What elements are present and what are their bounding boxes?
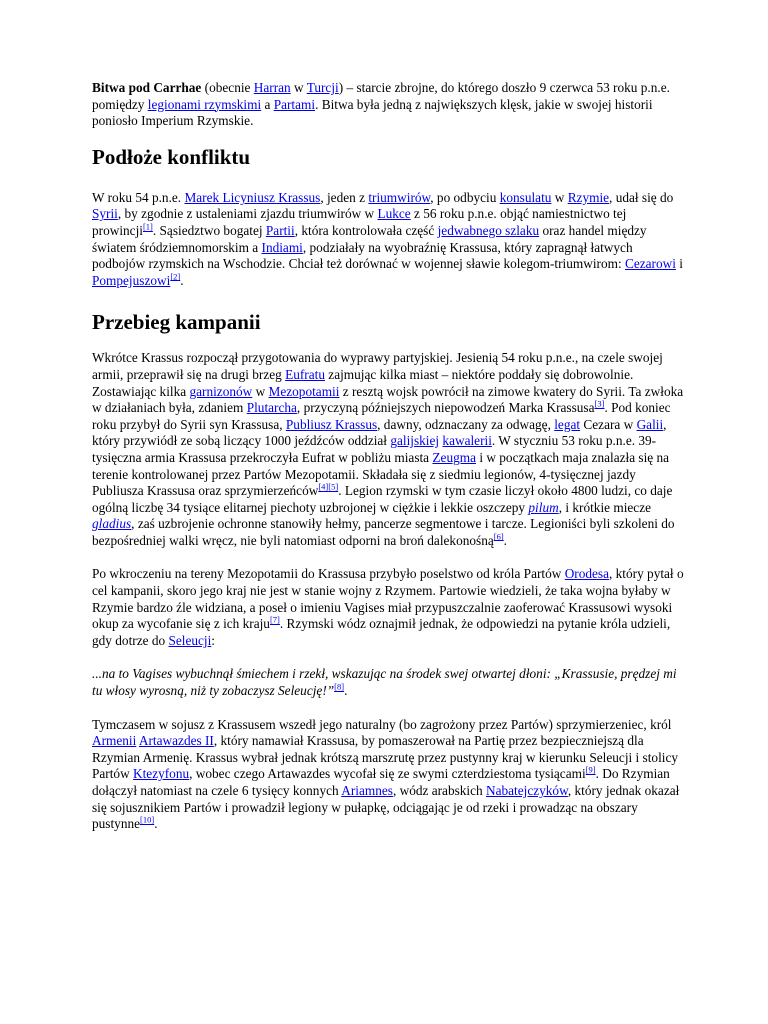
wiki-link[interactable]: kawalerii [442,433,492,449]
text-run: . [154,816,158,832]
footnote-ref [143,222,153,232]
text-run: . [503,532,507,548]
footnote-link[interactable]: [2] [170,271,181,282]
wiki-link[interactable]: Turcji [306,80,339,95]
footnote-link[interactable]: [7] [269,614,280,625]
intro-paragraph [92,80,688,130]
footnote-ref [586,765,596,775]
wiki-link[interactable]: Syrii [92,206,118,222]
text-run: . Bitwa była jedną z największych klęsk, jakie w swojej historii poniosło Imperium Rzymskie. [92,96,653,129]
text-run: , i krótkie miecze [558,499,652,515]
wiki-link[interactable]: Zeugma [432,449,476,465]
text-run: . Do Rzymian dołączył natomiast na czele 6 tysięcy konnych [92,766,670,798]
footnote-link[interactable]: [6] [493,531,504,542]
text-run: Wkrótce Krassus rozpoczął przygotowania do wyprawy partyjskiej. Jesienią 54 roku p.n.e., na czele swojej armii, przeprawił się na drugi brzeg [92,350,663,382]
wiki-link[interactable]: Harran [253,80,291,95]
footnote-link[interactable]: [8] [334,681,345,692]
text-run: W roku 54 p.n.e. [92,189,185,205]
wiki-link[interactable]: Publiusz Krassus [285,416,378,432]
wiki-link[interactable]: konsulatu [499,189,552,205]
text-run: , wobec czego Artawazdes wycofał się ze swymi czterdziestoma tysiącami [189,766,586,782]
wiki-link[interactable]: Partii [265,222,295,238]
footnote-ref [328,482,338,492]
wiki-link[interactable]: Pompejuszowi [92,272,171,288]
text-run: ) – starcie zbrojne, do którego doszło 9 czerwca 53 roku p.n.e. pomiędzy [92,80,670,112]
article-body [92,80,688,850]
wiki-link[interactable]: Ktezyfonu [133,766,190,782]
wiki-link[interactable]: Galii [636,416,664,432]
background-paragraph [92,190,688,290]
text-run: . [344,683,348,699]
wiki-link[interactable]: Cezarowi [624,256,676,272]
quote-text: ...na to Vagises wybuchnął śmiechem i rzekł, wskazując na środek swej otwartej dłoni: „Krassusie, prędzej mi tu włosy wyrosną, niż ty zobaczysz Seleucję!” [92,666,677,699]
alliance-paragraph [92,717,688,833]
wiki-link[interactable]: Nabatejczyków [485,783,568,798]
section-heading-przebieg: Przebieg kampanii [92,310,261,335]
text-run: w [252,383,269,399]
wiki-link[interactable]: Partami [273,96,316,112]
text-run: , jeden z [320,189,369,205]
wiki-link[interactable]: Seleucji [168,632,212,648]
text-run: , przyczyną późniejszych niepowodzeń Marka Krassusa [296,400,595,416]
footnote-ref [595,399,605,409]
text-run: Tymczasem w sojusz z Krassusem wszedł jego naturalny (bo zagrożony przez Partów) sprzymierzeniec, król [92,716,672,732]
footnote-link[interactable]: [3] [594,398,605,409]
wiki-link[interactable]: Ariamnes [341,783,393,798]
wiki-link[interactable]: Armenii [92,733,137,749]
wiki-link[interactable]: Lukce [377,206,411,222]
text-run: i w początkach maja znalazła się na terenie kontrolowanej przez Partów Mezopotamii. Składała się z siedmiu legionów, 4-tysięcznej jazdy Publiusza Krassusa oraz sprzymierzeńców [92,449,670,499]
text-run: w [551,189,568,205]
wiki-link[interactable]: Eufratu [285,366,325,382]
wiki-link[interactable]: Mezopotamii [268,383,340,399]
text-run: Po wkroczeniu na tereny Mezopotamii do Krassusa przybyło poselstwo od króla Partów [92,566,565,582]
footnote-link[interactable]: [4] [318,481,329,492]
footnote-link[interactable]: [10] [140,814,155,825]
wiki-link[interactable]: gladius [92,516,132,532]
text-run: , wódz arabskich [392,783,486,798]
footnote-ref [140,815,154,825]
wiki-link[interactable]: legionami rzymskimi [147,96,262,112]
text-run: . Pod koniec roku przybył do Syrii syn Krassusa, [92,400,671,432]
text-run: z resztą wojsk powrócił na zimowe kwatery do Syrii. Ta zwłoka w działaniach była, zdaniem [92,383,684,416]
text-run: , który przywiódł ze sobą liczący 1000 jeźdźców oddział [92,416,667,449]
wiki-link[interactable]: pilum [528,499,559,515]
text-run: a [261,96,274,112]
article-subject: Bitwa pod Carrhae [92,80,202,95]
campaign-paragraph [92,350,688,549]
text-run: : [211,632,215,648]
footnote-ref [334,682,344,692]
text-run: . Rzymski wódz oznajmił jednak, że odpowiedzi na pytanie króla udzieli, gdy dotrze do [92,616,671,648]
footnote-link[interactable]: [1] [142,221,153,232]
wiki-link[interactable]: Artawazdes II [138,733,214,749]
text-run: , który namawiał Krassusa, by pomaszerował na Partię przez bezpieczniejszą dla Rzymian Armenię. Krassus wybrał jednak krótszą marszrutę przez pustynny kraj w kierunku Seleucji i stolicy Partów [92,733,679,782]
text-run: , która kontrolowała część [294,222,438,238]
text-run: , po odbyciu [430,189,500,205]
text-run: oraz handel między światem śródziemnomorskim a [92,222,647,255]
vagises-quote [92,666,688,699]
text-run: . W styczniu 53 roku p.n.e. 39-tysięczna armia Krassusa przekroczyła Eufrat w pobliżu miasta [92,433,657,465]
text-run: , podziałały na wyobraźnię Krassusa, który zapragnął łatwych podbojów rzymskich na Wschodzie. Chciał też dorównać w wojennej sławie kolegom-triumwirom: [92,239,633,272]
footnote-link[interactable]: [9] [585,764,596,775]
footnote-ref [270,615,280,625]
footnote-ref [170,271,180,281]
text-run: w [290,80,307,95]
text-run: . Sąsiedztwo bogatej [152,222,266,238]
text-run: i [675,256,683,272]
embassy-paragraph [92,566,688,649]
wiki-link[interactable]: galijskiej [390,433,440,449]
wiki-link[interactable]: legat [554,416,581,432]
text-run: , zaś uzbrojenie ochronne stanowiły hełmy, pancerze segmentowe i tarcze. Legioniści byli szkoleni do bezpośredniej walki wręcz, nie byli natomiast odporni na broń dalekonośną [92,516,675,548]
text-run: (obecnie [201,80,254,95]
footnote-link[interactable]: [5] [328,481,339,492]
text-run: zajmując kilka miast – niektóre poddały się dobrowolnie. Zostawiając kilka [92,366,634,399]
section-heading-podloze: Podłoże konfliktu [92,144,251,169]
wiki-link[interactable]: Plutarcha [246,400,297,416]
wiki-link[interactable]: garnizonów [189,383,253,399]
text-run: , by zgodnie z ustaleniami zjazdu triumwirów w [117,206,378,222]
text-run: z 56 roku p.n.e. objąć namiestnictwo tej prowincji [92,206,627,238]
footnote-ref [318,482,328,492]
text-run: , który pytał o cel kampanii, skoro jego kraj nie jest w stanie wojny z Rzymem. Partowie wiedzieli, że taka wojna byłaby w Rzymie bardzo źle widziana, a poseł o imieniu Vagises miał przypuszczalnie zaoferować Krassusowi wysoki okup za wycofanie się z ich kraju [92,566,684,632]
wiki-link[interactable]: triumwirów [368,189,431,205]
wiki-link[interactable]: Marek Licyniusz Krassus [184,189,321,205]
wiki-link[interactable]: Rzymie [567,189,610,205]
text-run: . Legion rzymski w tym czasie liczył około 4800 ludzi, co daje ogólną liczbę 34 tysiące elitarnej piechoty uzbrojonej w ciężkie i lekkie oszczepy [92,483,673,515]
footnote-ref [494,531,504,541]
wiki-link[interactable]: Indiami [261,239,303,255]
text-run: , który jednak okazał się sojusznikiem Partów i prowadził legiony w pułapkę, odciągając je od rzeki i prowadząc na obszary pustynne [92,783,680,832]
wiki-link[interactable]: jedwabnego szlaku [437,222,540,238]
text-run: , udał się do [609,189,674,205]
text-run: , dawny, odznaczany za odwagę, [377,416,555,432]
wiki-link[interactable]: Orodesa [564,566,609,582]
text-run: Cezara w [580,416,637,432]
text-run: . [180,272,184,288]
